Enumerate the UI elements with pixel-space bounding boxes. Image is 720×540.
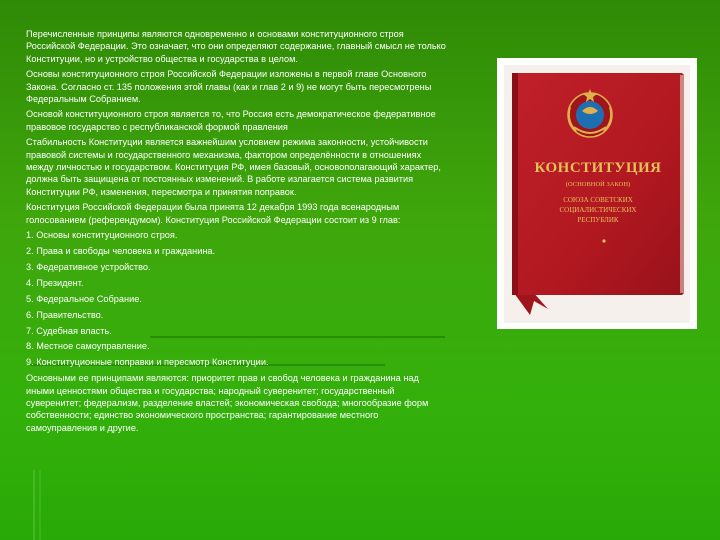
- chapter-item-9: 9. Конституционные поправки и пересмотр Конституции.: [26, 357, 269, 368]
- paragraph-adoption: Конституция Российской Федерации была принята 12 декабря 1993 года всенародным голосованием (референдумом). Конституция Российской Федерации состоит из 9 глав:: [26, 202, 401, 225]
- chapter-item-2: 2. Права и свободы человека и гражданина.: [26, 246, 216, 256]
- chapter-item-4: 4. Президент.: [26, 277, 84, 288]
- paragraph-stability: Стабильность Конституции является важнейшим условием режима законности, устойчивости правовой системы и государственного механизма, фактором определённости в отношениях между личностью и государством. Конституция РФ, имея базовый, основополагающий характер, должна быть защищена от постоянных изменений. В работе излагается система развития Конституции РФ, изменения, пересмотра и принятия поправок.: [26, 137, 441, 197]
- chapter-item-6: 6. Правительство.: [26, 309, 104, 320]
- paragraph-foundation: Основой конституционного строя является то, что Россия есть демократическое федеративное правовое государство с республиканской формой правления: [26, 109, 436, 132]
- chapter-item-1: 1. Основы конституционного строя.: [26, 230, 178, 241]
- paragraph-chapter-one: Основы конституционного строя Российской Федерации изложены в первой главе Основного Закона. Согласно ст. 135 положения этой главы (как и глав 2 и 9) не могут быть пересмотрены Федеральным Собранием.: [26, 69, 432, 105]
- book-line-2: СОЦИАЛИСТИЧЕСКИХ: [559, 206, 637, 214]
- chapter-item-3: 3. Федеративное устройство.: [26, 261, 151, 272]
- constitution-book-image: [504, 65, 690, 323]
- paragraph-principles: Перечисленные принципы являются одновременно и основами конституционного строя Российской Федерации. Это означает, что они определяют содержание, главный смысл не только Конституции, но и устройство общества и государства в целом.: [26, 29, 446, 64]
- book-line-1: СОЮЗА СОВЕТСКИХ: [563, 196, 633, 204]
- paragraph-principles-list: Основными ее принципами являются: приоритет прав и свобод человека и гражданина над иными ценностями общества и государства; народный суверенитет; государственный суверенитет; федерализм, разделение властей; экономическая свобода; многообразие форм собственности; единство экономического пространства; гарантирование местного самоуправления и другие.: [26, 373, 429, 433]
- book-subtitle: (ОСНОВНОЙ ЗАКОН): [565, 181, 631, 188]
- chapter-item-5: 5. Федеральное Собрание.: [26, 293, 142, 304]
- chapter-item-7: 7. Судебная власть.: [26, 325, 112, 336]
- book-title: КОНСТИТУЦИЯ: [534, 160, 662, 176]
- main-text: [26, 28, 446, 437]
- book-line-3: РЕСПУБЛИК: [577, 216, 619, 224]
- chapter-item-8: 8. Местное самоуправление.: [26, 341, 150, 352]
